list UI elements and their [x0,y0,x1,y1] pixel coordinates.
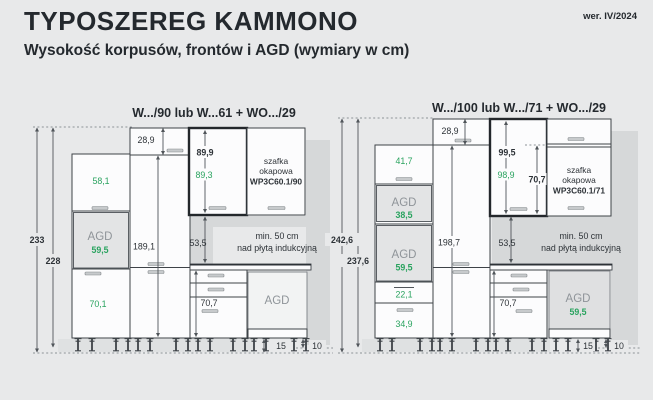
right-tall-cabinet [433,119,490,338]
right-hob-note-1: min. 50 cm [559,231,603,241]
right-c1-agd1-dim: 38,5 [395,210,413,220]
right-total-height-15: 242,6 [330,235,354,245]
right-base-agd-dim: 59,5 [569,307,587,317]
left-hood-line1: szafka [263,156,289,166]
left-total-height-15: 233 [29,235,45,245]
right-gap-top-dim: 28,9 [441,126,459,136]
right-worktop [490,264,612,270]
diagram-left [23,106,333,353]
right-base-drawer-cabinet [490,270,547,338]
left-base-drawer-cabinet [190,270,247,338]
left-hob-note-2: nad płytą indukcyjną [237,243,317,253]
shadow-band [202,216,330,227]
right-hood-line1: szafka [566,165,592,175]
left-config-title: W.../90 lub W...61 + WO.../29 [132,106,296,120]
left-hood-model: WP3C60.1/90 [249,176,303,187]
left-hood-line2: okapowa [259,166,293,176]
diagram-right [325,101,640,353]
right-c2-height-dim: 198,7 [437,237,461,248]
right-wall-front-dim: 98,9 [497,170,515,180]
right-gap-wall-dim: 53,5 [498,238,516,248]
left-gap-top-dim: 28,9 [137,135,155,145]
left-total-height-10: 228 [45,256,61,266]
left-tall-cabinet [130,128,190,338]
right-total-height-10: 237,6 [346,256,370,266]
page-title: TYPOSZEREG KAMMONO [24,6,359,36]
left-wall-cabinet [189,128,247,215]
right-wall-door-dim: 70,7 [528,174,546,185]
left-hob-note-1: min. 50 cm [255,231,299,241]
left-gap-wall-dim: 53,5 [189,238,207,248]
right-hood-line2: okapowa [562,175,596,185]
right-hob-note-2: nad płytą indukcyjną [541,243,621,253]
left-wall-front-dim: 89,3 [195,170,213,180]
right-hood-model: WP3C60.1/71 [552,185,606,196]
plinth-shadow [58,339,254,352]
left-base-front-dim: 70,7 [200,298,218,308]
right-plinth-15-dim: 15 [583,341,593,351]
right-wall-cabinet [490,119,551,216]
left-hood-cabinet [247,128,305,215]
left-tall-cabinet-agd [72,154,130,338]
left-base-agd-label: AGD [264,295,290,307]
right-wall-outer-dim: 99,5 [498,147,516,158]
right-base-agd [549,271,610,338]
left-c1-bottom-dim: 70,1 [89,299,107,309]
left-base-agd [248,272,307,338]
version-label: wer. IV/2024 [583,11,637,22]
left-c2-height-dim: 189,1 [132,241,156,252]
left-c1-agd-dim: 59,5 [91,245,109,255]
right-base-front-dim: 70,7 [499,298,517,308]
right-c1-d2-dim: 34,9 [395,319,413,329]
right-c1-d1-dim: 22,1 [395,289,413,300]
right-plinth-10-dim: 10 [614,341,624,351]
right-base-agd-label: AGD [565,293,591,305]
left-worktop [190,264,311,270]
right-c1-agd1-label: AGD [391,197,417,209]
right-config-title: W.../100 lub W.../71 + WO.../29 [431,101,607,115]
right-c1-s1-dim: 41,7 [395,156,413,166]
left-c1-top-dim: 58,1 [92,176,110,186]
right-c1-agd2-dim: 59,5 [395,262,413,273]
left-plinth-15-dim: 15 [276,341,286,351]
right-tall-cabinet-agd [375,145,433,338]
left-c1-agd-label: AGD [87,231,113,243]
page-subtitle: Wysokość korpusów, frontów i AGD (wymiary w cm) [24,42,410,59]
left-plinth-10-dim: 10 [312,341,322,351]
right-c1-agd2-label: AGD [391,249,417,261]
right-hood-cabinet [547,119,611,216]
left-wall-outer-dim: 89,9 [196,147,214,158]
